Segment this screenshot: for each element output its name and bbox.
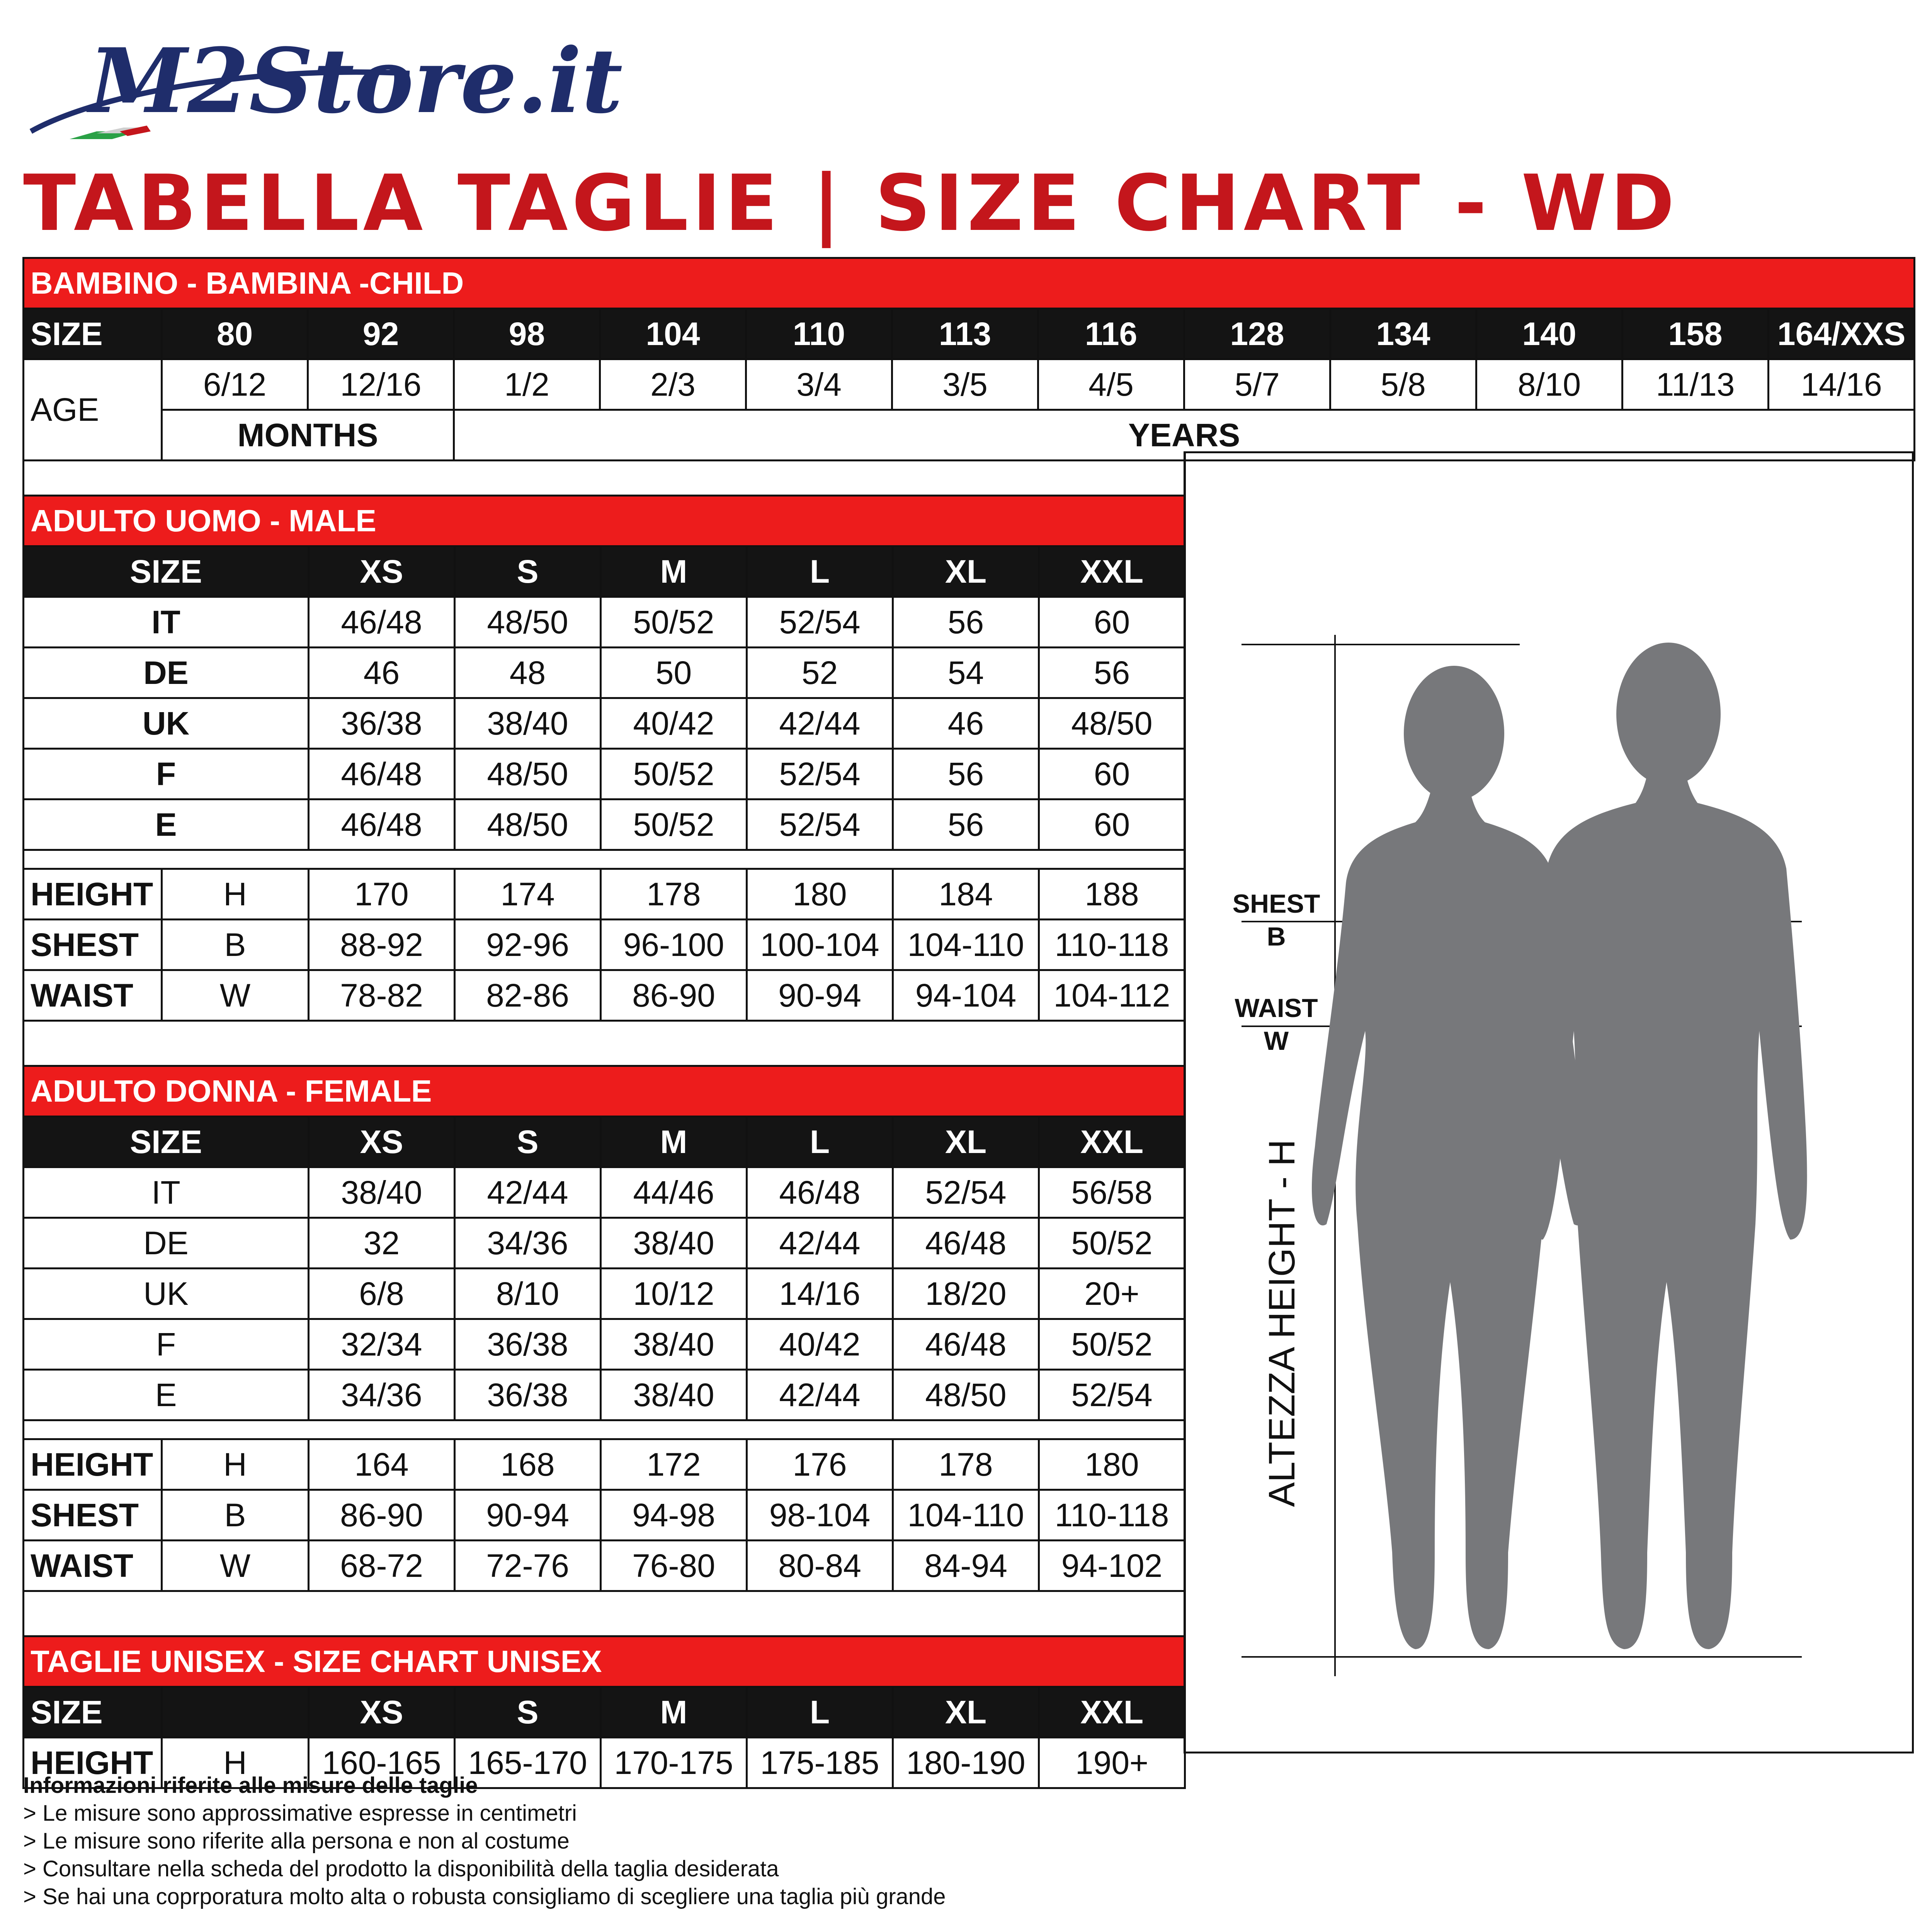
child-age-cell: 3/4 [746,359,892,410]
table-cell: 46/48 [747,1167,893,1218]
child-size-row [24,309,1915,359]
child-age-cell: 1/2 [454,359,600,410]
table-cell: 96-100 [601,920,747,970]
measure-code: B [162,920,309,970]
body-silhouettes [1184,451,1914,1753]
child-size-cell: 116 [1038,309,1184,359]
m2store-logo [23,15,623,147]
table-cell: 46/48 [893,1218,1039,1269]
measure-code: W [162,970,309,1021]
table-cell: 104-110 [893,920,1039,970]
table-cell: 50/52 [601,799,747,850]
table-cell: 72-76 [455,1541,601,1591]
measure-code: H [162,1738,309,1788]
measure-code: B [162,1490,309,1541]
table-cell: 46/48 [893,1319,1039,1370]
note-line: > Consultare nella scheda del prodotto la disponibilità della taglia desiderata [23,1856,779,1881]
unisex-section-heading: TAGLIE UNISEX - SIZE CHART UNISEX [24,1636,1185,1687]
child-age-cell: 14/16 [1769,359,1915,410]
table-cell: 92-96 [455,920,601,970]
table-cell: 94-98 [601,1490,747,1541]
country-label: IT [24,597,309,648]
table-cell: 94-102 [1039,1541,1185,1591]
table-cell: 56 [893,799,1039,850]
child-age-cell: 12/16 [308,359,454,410]
table-cell: 80-84 [747,1541,893,1591]
female-size-cell: S [455,1117,601,1167]
table-cell: 180-190 [893,1738,1039,1788]
table-cell: 110-118 [1039,1490,1185,1541]
measure-label: SHEST [24,920,162,970]
table-cell: 100-104 [747,920,893,970]
table-cell: 48/50 [1039,698,1185,749]
unisex-size-cell: XS [309,1687,455,1738]
child-age-cell: 6/12 [162,359,308,410]
table-cell: 190+ [1039,1738,1185,1788]
child-size-cell: 104 [600,309,746,359]
table-cell: 68-72 [309,1541,455,1591]
female-section-heading: ADULTO DONNA - FEMALE [24,1066,1185,1117]
male-size-cell: S [455,546,601,597]
table-cell: 48/50 [455,799,601,850]
male-size-label: SIZE [24,546,309,597]
child-age-cell: 8/10 [1476,359,1622,410]
table-cell: 38/40 [455,698,601,749]
table-cell: 180 [1039,1439,1185,1490]
country-label: E [24,1370,309,1420]
table-cell: 32 [309,1218,455,1269]
note-line: > Le misure sono riferite alla persona e non al costume [23,1828,570,1854]
table-cell: 42/44 [747,1218,893,1269]
table-cell: 168 [455,1439,601,1490]
table-cell: 48/50 [455,597,601,648]
table-cell: 36/38 [455,1319,601,1370]
unisex-size-cell: M [601,1687,747,1738]
waist-label: WAIST [1235,993,1318,1023]
child-age-cell: 5/8 [1330,359,1476,410]
male-size-cell: L [747,546,893,597]
table-cell: 48/50 [455,749,601,799]
country-label: UK [24,1269,309,1319]
table-cell: 52/54 [1039,1370,1185,1420]
years-label: YEARS [454,410,1915,461]
chest-code: B [1267,922,1286,951]
table-cell: 36/38 [455,1370,601,1420]
unisex-size-cell: XXL [1039,1687,1185,1738]
country-label: DE [24,1218,309,1269]
table-cell: 82-86 [455,970,601,1021]
table-cell: 104-112 [1039,970,1185,1021]
table-cell: 180 [747,869,893,920]
table-cell: 104-110 [893,1490,1039,1541]
table-cell: 10/12 [601,1269,747,1319]
measure-code: W [162,1541,309,1591]
table-row [24,1490,1185,1541]
table-cell: 38/40 [601,1370,747,1420]
table-cell: 6/8 [309,1269,455,1319]
table-row [24,1541,1185,1591]
female-size-cell: XS [309,1117,455,1167]
table-cell: 20+ [1039,1269,1185,1319]
table-row [24,648,1185,698]
female-size-cell: M [601,1117,747,1167]
unisex-size-cell: S [455,1687,601,1738]
child-age-cell: 2/3 [600,359,746,410]
female-size-cell: L [747,1117,893,1167]
table-cell: 86-90 [601,970,747,1021]
table-cell: 90-94 [747,970,893,1021]
size-notes [23,1772,946,1911]
measure-label: HEIGHT [24,1439,162,1490]
measure-label: HEIGHT [24,1738,162,1788]
child-age-cell: 3/5 [892,359,1038,410]
male-size-cell: XS [309,546,455,597]
male-size-table [22,451,1186,1789]
table-row [24,1319,1185,1370]
measure-code: H [162,1439,309,1490]
table-cell: 50/52 [601,597,747,648]
spacer-row [24,850,1185,869]
country-label: DE [24,648,309,698]
notes-title: Informazioni riferite alle misure delle taglie [23,1773,478,1798]
table-cell: 38/40 [309,1167,455,1218]
child-size-cell: 128 [1184,309,1330,359]
table-cell: 176 [747,1439,893,1490]
table-cell: 174 [455,869,601,920]
table-cell: 46/48 [309,799,455,850]
child-size-cell: 158 [1622,309,1769,359]
unisex-size-label: SIZE [24,1687,162,1738]
table-cell: 56 [1039,648,1185,698]
table-cell: 56 [893,597,1039,648]
waist-code: W [1264,1026,1289,1056]
table-cell: 50/52 [1039,1319,1185,1370]
child-size-label: SIZE [24,309,162,359]
table-cell: 36/38 [309,698,455,749]
table-row [24,749,1185,799]
table-cell: 34/36 [455,1218,601,1269]
child-section-heading: BAMBINO - BAMBINA -CHILD [24,258,1915,309]
measure-label: HEIGHT [24,869,162,920]
table-cell: 76-80 [601,1541,747,1591]
months-label: MONTHS [162,410,454,461]
table-cell: 88-92 [309,920,455,970]
table-row [24,920,1185,970]
child-size-cell: 140 [1476,309,1622,359]
table-cell: 60 [1039,749,1185,799]
table-cell: 46/48 [309,749,455,799]
country-label: F [24,749,309,799]
table-row [24,799,1185,850]
child-age-row [24,359,1915,410]
country-label: E [24,799,309,850]
measure-label: SHEST [24,1490,162,1541]
measure-label: WAIST [24,1541,162,1591]
table-cell: 98-104 [747,1490,893,1541]
table-cell: 178 [601,869,747,920]
child-size-cell: 134 [1330,309,1476,359]
male-size-cell: M [601,546,747,597]
unisex-size-cell: L [747,1687,893,1738]
country-label: UK [24,698,309,749]
table-cell: 46 [309,648,455,698]
table-cell: 178 [893,1439,1039,1490]
spacer-row [24,1021,1185,1066]
table-cell: 56 [893,749,1039,799]
table-cell: 48/50 [893,1370,1039,1420]
measure-code: H [162,869,309,920]
child-size-cell: 113 [892,309,1038,359]
male-size-cell: XL [893,546,1039,597]
table-row [24,1370,1185,1420]
table-cell: 94-104 [893,970,1039,1021]
table-cell: 38/40 [601,1319,747,1370]
table-row [24,869,1185,920]
table-cell: 170 [309,869,455,920]
child-size-cell: 98 [454,309,600,359]
chest-label: SHEST [1232,889,1320,918]
unisex-size-cell: XL [893,1687,1039,1738]
table-cell: 40/42 [747,1319,893,1370]
table-cell: 52 [747,648,893,698]
table-cell: 46 [893,698,1039,749]
table-cell: 164 [309,1439,455,1490]
table-cell: 78-82 [309,970,455,1021]
table-cell: 54 [893,648,1039,698]
table-cell: 34/36 [309,1370,455,1420]
table-cell: 160-165 [309,1738,455,1788]
table-cell: 110-118 [1039,920,1185,970]
table-row [24,698,1185,749]
table-cell: 32/34 [309,1319,455,1370]
child-age-cell: 5/7 [1184,359,1330,410]
table-cell: 170-175 [601,1738,747,1788]
table-cell: 50 [601,648,747,698]
note-line: > Se hai una coprporatura molto alta o robusta consigliamo di scegliere una taglia più grande [23,1884,946,1909]
child-age-label: AGE [24,359,162,461]
unisex-size-blank [162,1687,309,1738]
child-size-cell: 164/XXS [1769,309,1915,359]
child-size-cell: 92 [308,309,454,359]
table-cell: 52/54 [747,597,893,648]
table-row [24,970,1185,1021]
spacer-row [24,451,1185,496]
female-size-label: SIZE [24,1117,309,1167]
spacer-row [24,1420,1185,1439]
table-row [24,1218,1185,1269]
measure-label: WAIST [24,970,162,1021]
table-cell: 50/52 [1039,1218,1185,1269]
height-axis-label: ALTEZZA HEIGHT - H [1261,1139,1303,1507]
table-cell: 18/20 [893,1269,1039,1319]
child-age-cell: 4/5 [1038,359,1184,410]
female-size-cell: XL [893,1117,1039,1167]
table-row [24,1167,1185,1218]
table-cell: 42/44 [747,698,893,749]
female-size-cell: XXL [1039,1117,1185,1167]
table-cell: 172 [601,1439,747,1490]
table-cell: 60 [1039,799,1185,850]
table-cell: 52/54 [747,749,893,799]
child-age-cell: 11/13 [1622,359,1769,410]
table-cell: 90-94 [455,1490,601,1541]
logo-text: M2Store.it [89,29,623,133]
country-label: F [24,1319,309,1370]
child-size-cell: 80 [162,309,308,359]
table-cell: 188 [1039,869,1185,920]
table-cell: 38/40 [601,1218,747,1269]
table-cell: 48 [455,648,601,698]
male-section-heading: ADULTO UOMO - MALE [24,496,1185,546]
spacer-row [24,1591,1185,1636]
table-cell: 14/16 [747,1269,893,1319]
page-title: TABELLA TAGLIE | SIZE CHART - WD [23,158,1679,248]
table-cell: 86-90 [309,1490,455,1541]
table-row [24,597,1185,648]
country-label: IT [24,1167,309,1218]
table-cell: 52/54 [893,1167,1039,1218]
male-size-cell: XXL [1039,546,1185,597]
table-cell: 50/52 [601,749,747,799]
table-cell: 56/58 [1039,1167,1185,1218]
table-cell: 84-94 [893,1541,1039,1591]
table-cell: 184 [893,869,1039,920]
table-cell: 165-170 [455,1738,601,1788]
table-cell: 8/10 [455,1269,601,1319]
table-cell: 44/46 [601,1167,747,1218]
table-cell: 40/42 [601,698,747,749]
table-row [24,1269,1185,1319]
table-cell: 60 [1039,597,1185,648]
note-line: > Le misure sono approssimative espresse in centimetri [23,1801,577,1826]
table-cell: 42/44 [455,1167,601,1218]
table-cell: 175-185 [747,1738,893,1788]
table-cell: 52/54 [747,799,893,850]
table-row [24,1439,1185,1490]
table-cell: 42/44 [747,1370,893,1420]
table-cell: 46/48 [309,597,455,648]
child-size-table [22,257,1915,461]
child-size-cell: 110 [746,309,892,359]
